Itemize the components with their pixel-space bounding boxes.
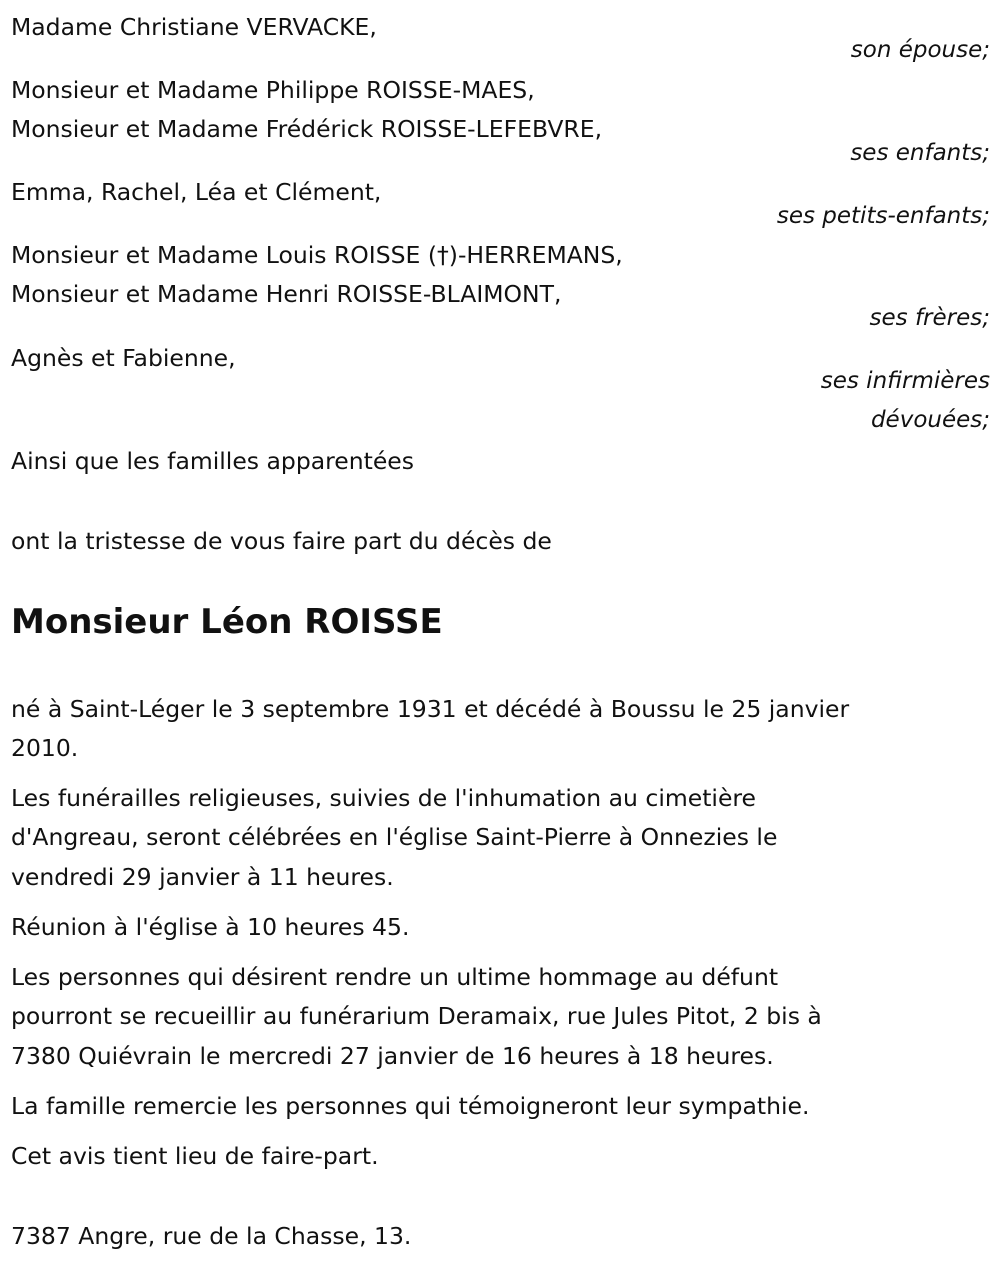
relation-label: ses petits-enfants;: [776, 203, 990, 229]
announcement: ont la tristesse de vous faire part du décès de: [11, 527, 552, 555]
detail-line: 2010.: [11, 734, 79, 762]
detail-line: 7380 Quiévrain le mercredi 27 janvier de 16 heures à 18 heures.: [11, 1042, 774, 1070]
family-line: Emma, Rachel, Léa et Clément,: [11, 178, 382, 206]
detail-line: Réunion à l'église à 10 heures 45.: [11, 913, 410, 941]
relation-label: ses enfants;: [850, 140, 990, 166]
relation-label: dévouées;: [870, 407, 990, 433]
detail-line: La famille remercie les personnes qui témoigneront leur sympathie.: [11, 1092, 810, 1120]
detail-line: Les personnes qui désirent rendre un ultime hommage au défunt: [11, 963, 779, 991]
relation-label: ses infirmières: [820, 368, 990, 394]
detail-line: d'Angreau, seront célébrées en l'église Saint-Pierre à Onnezies le: [11, 823, 778, 851]
family-line: Monsieur et Madame Louis ROISSE (†)-HERREMANS,: [11, 241, 623, 269]
detail-line: Les funérailles religieuses, suivies de l'inhumation au cimetière: [11, 784, 757, 812]
family-line: Agnès et Fabienne,: [11, 344, 236, 372]
deceased-name: Monsieur Léon ROISSE: [11, 602, 443, 642]
address: 7387 Angre, rue de la Chasse, 13.: [11, 1222, 412, 1250]
relation-label: ses frères;: [869, 305, 990, 331]
family-line: Madame Christiane VERVACKE,: [11, 13, 377, 41]
family-line: Monsieur et Madame Frédérick ROISSE-LEFEBVRE,: [11, 115, 603, 143]
related-families: Ainsi que les familles apparentées: [11, 447, 415, 475]
detail-line: pourront se recueillir au funérarium Deramaix, rue Jules Pitot, 2 bis à: [11, 1002, 822, 1030]
detail-line: vendredi 29 janvier à 11 heures.: [11, 863, 394, 891]
relation-label: son épouse;: [850, 37, 990, 63]
family-line: Monsieur et Madame Philippe ROISSE-MAES,: [11, 76, 535, 104]
detail-line: né à Saint-Léger le 3 septembre 1931 et décédé à Boussu le 25 janvier: [11, 695, 850, 723]
detail-line: Cet avis tient lieu de faire-part.: [11, 1142, 379, 1170]
family-line: Monsieur et Madame Henri ROISSE-BLAIMONT,: [11, 280, 562, 308]
